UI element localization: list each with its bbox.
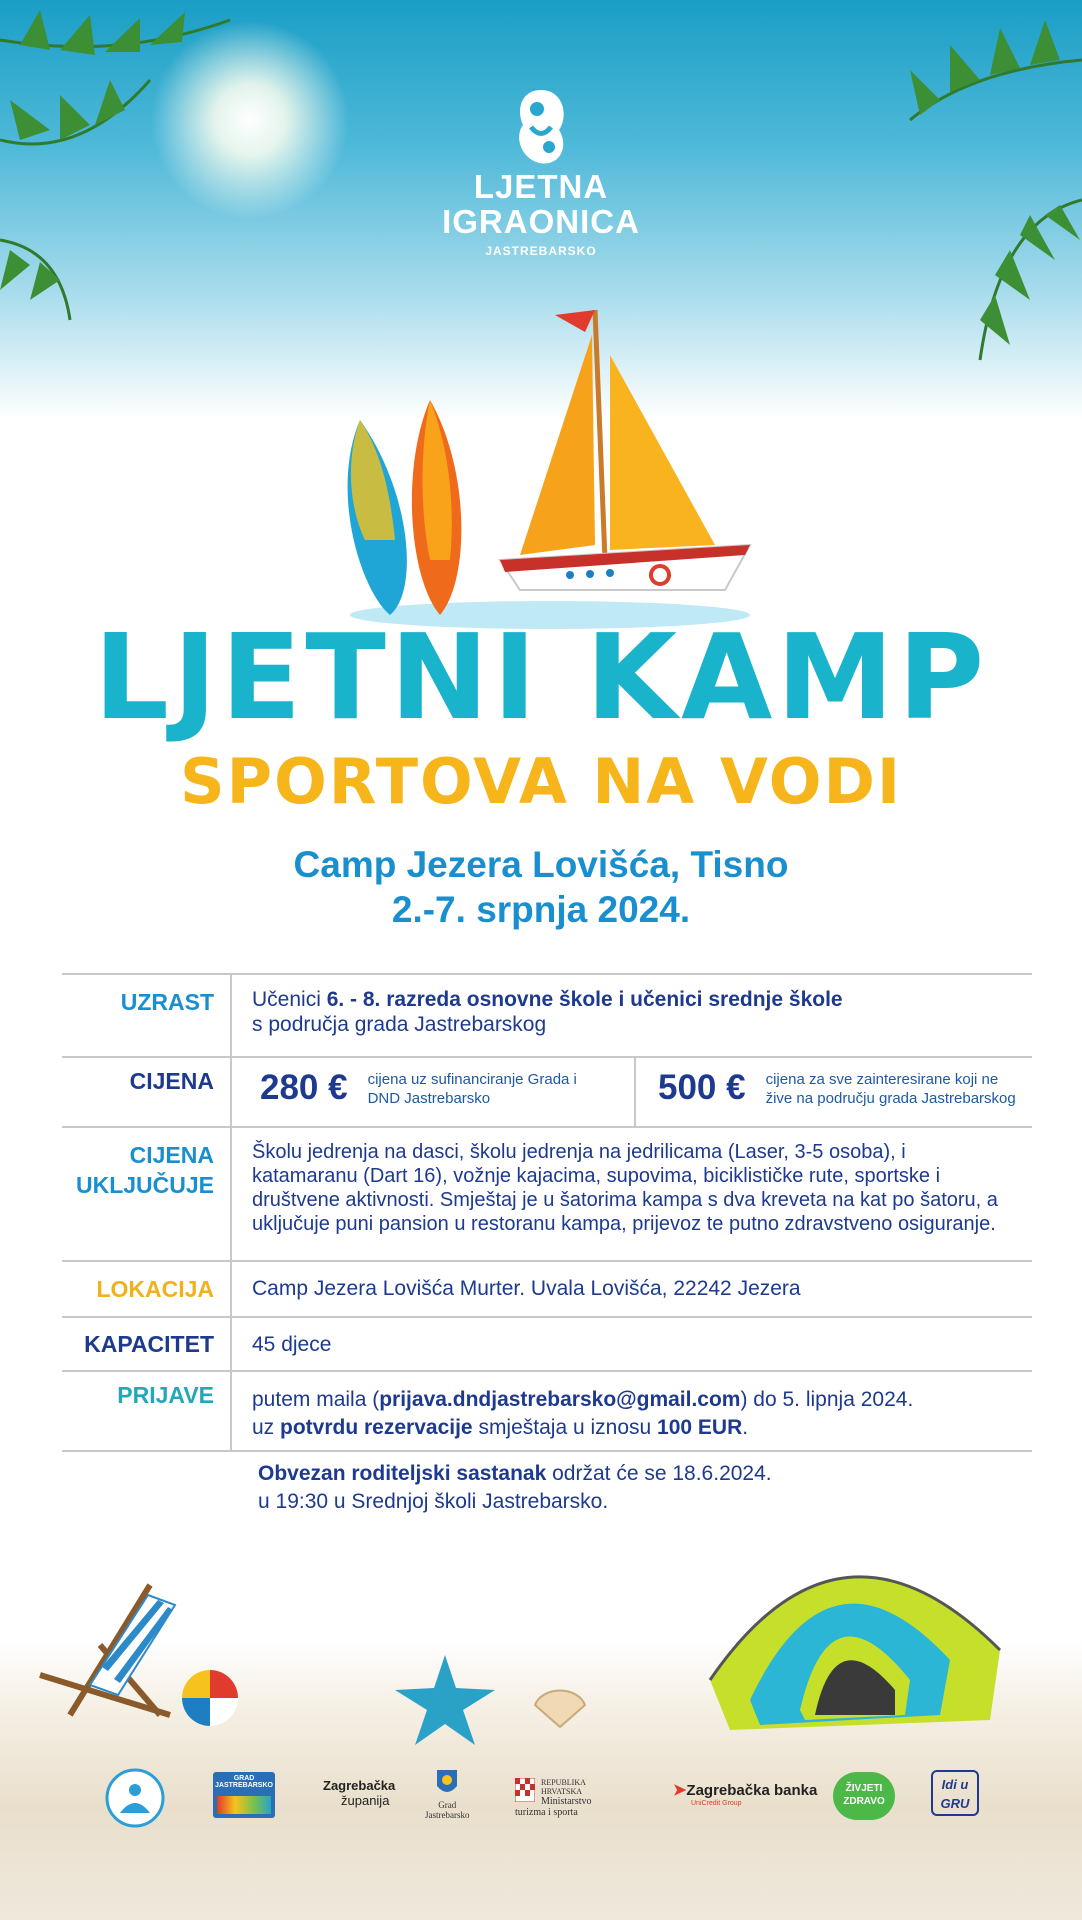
row-ukljucuje [62, 1126, 1032, 1260]
idi-u-igru-logo [931, 1770, 979, 1816]
surfboards-sailboat-illustration [320, 290, 780, 630]
grad-line1: Grad [438, 1800, 457, 1810]
igru-line1: Idi u [941, 1777, 969, 1792]
zdravo-line2: ZDRAVO [843, 1796, 885, 1807]
dnd-logo-icon [105, 1768, 165, 1828]
value-prijave [232, 1372, 1032, 1450]
venue-block [0, 842, 1082, 932]
logo-text-line2: IGRAONICA [442, 203, 640, 240]
uzrast-text-a: Učenici [252, 988, 327, 1011]
seashell-icon [530, 1685, 590, 1730]
bank-name: Zagrebačka banka [686, 1782, 818, 1799]
starfish-icon [390, 1650, 500, 1750]
zagrebacka-banka-logo [673, 1780, 817, 1807]
ministry-line2: Ministarstvo [541, 1796, 592, 1807]
zupanija-line2: županija [341, 1793, 390, 1808]
grad-line2: Jastrebarsko [425, 1810, 470, 1820]
price-note-subsidized: cijena uz sufinanciranje Grada i DND Jastrebarsko [367, 1071, 577, 1107]
label-ukljucuje-line2: UKLJUČUJE [75, 1172, 214, 1198]
zivjeti-zdravo-logo [833, 1772, 895, 1820]
uzrast-text-c: s područja grada Jastrebarskog [252, 1013, 547, 1036]
info-table [62, 973, 1032, 1452]
label-cijena: CIJENA [62, 1058, 232, 1126]
grad-badge-text: GRAD JASTREBARSKO [215, 1775, 273, 1789]
label-kapacitet: KAPACITET [62, 1318, 232, 1370]
price-subsidized: 280 € [260, 1068, 348, 1107]
price-cell-2 [634, 1058, 1032, 1126]
venue-dates: 2.-7. srpnja 2024. [391, 889, 691, 930]
prijave-text-b: ) do 5. lipnja 2024. [740, 1388, 914, 1411]
label-ukljucuje-line1: CIJENA [129, 1142, 214, 1168]
logo-subtitle: JASTREBARSKO [485, 244, 597, 258]
zaba-icon: ➤ [673, 1782, 687, 1799]
prijave-amount: 100 EUR [657, 1416, 743, 1439]
meeting-line1: održat će se 18.6.2024. [546, 1462, 772, 1485]
prijave-text-e: smještaja u iznosu [472, 1416, 658, 1439]
row-lokacija [62, 1260, 1032, 1316]
uzrast-text-bold: 6. - 8. razreda osnovne škole i učenici srednje škole [326, 988, 843, 1011]
label-prijave: PRIJAVE [62, 1372, 232, 1450]
label-uzrast: UZRAST [62, 975, 232, 1056]
row-cijena [62, 1056, 1032, 1126]
zdravo-line1: ŽIVJETI [845, 1783, 883, 1794]
value-uzrast [232, 975, 1032, 1056]
tent-illustration [690, 1510, 1020, 1740]
label-lokacija: LOKACIJA [62, 1262, 232, 1316]
value-kapacitet: 45 djece [252, 1333, 332, 1356]
price-cells [232, 1058, 1032, 1126]
beach-chair-illustration [30, 1565, 200, 1725]
igraonica-logo-icon [511, 85, 571, 167]
grad-jastrebarsko-logo [425, 1768, 470, 1820]
croatia-coat-of-arms-icon [515, 1778, 535, 1802]
prijave-text-c: uz [252, 1416, 281, 1439]
prijave-email-link[interactable]: prijava.dndjastrebarsko@gmail.com [379, 1388, 741, 1411]
sponsor-logos [95, 1768, 995, 1828]
row-prijave [62, 1370, 1032, 1452]
prijave-text-g: . [742, 1416, 749, 1439]
ministry-logo [515, 1778, 602, 1818]
meeting-line2: u 19:30 u Srednjoj školi Jastrebarsko. [258, 1490, 609, 1513]
igru-line2: GRU [940, 1796, 970, 1811]
venue-name: Camp Jezera Lovišća, Tisno [293, 844, 789, 885]
ministry-line1: REPUBLIKA HRVATSKA [541, 1778, 586, 1796]
value-ukljucuje: Školu jedrenja na dasci, školu jedrenja na jedrilicama (Laser, 3-5 osoba), i katamaranu (Dart 16), vožnje kajacima, supovima, biciklističke rute, sportske i društvene aktivnosti. Smještaj je u šatorima kampa s dva kreveta na kat po šatoru, a uključuje puni pansion u restoranu kampa, prijevoz te putno zdravstveno osiguranje. [252, 1141, 998, 1235]
beach-ball-icon [180, 1668, 240, 1728]
grad-crest-icon [435, 1768, 459, 1798]
value-lokacija: Camp Jezera Lovišća Murter. Uvala Lovišća, 22242 Jezera [252, 1277, 801, 1300]
logo-text-line1: LJETNA [473, 168, 609, 205]
prijave-text-a: putem maila ( [252, 1388, 380, 1411]
label-ukljucuje [62, 1128, 232, 1260]
prijave-text-bold: potvrdu rezervacije [280, 1416, 473, 1439]
main-title: LJETNI KAMP [93, 608, 989, 746]
meeting-bold: Obvezan roditeljski sastanak [258, 1462, 547, 1485]
meeting-note [258, 1460, 772, 1516]
row-uzrast [62, 973, 1032, 1056]
zupanija-line1: Zagrebačka [323, 1778, 396, 1793]
bank-sub: UniCredit Group [691, 1800, 742, 1807]
price-note-full: cijena za sve zainteresirane koji ne žive na području grada Jastrebarskog [765, 1071, 1016, 1107]
palm-leaves-left [0, 0, 260, 330]
grad-jastrebarsko-badge [213, 1772, 275, 1818]
ministry-line3: turizma i sporta [515, 1807, 578, 1818]
price-full: 500 € [658, 1068, 746, 1107]
subtitle: SPORTOVA NA VODI [179, 745, 903, 818]
zagrebacka-zupanija-logo [323, 1778, 395, 1808]
row-kapacitet [62, 1316, 1032, 1370]
price-cell-1 [232, 1058, 634, 1126]
